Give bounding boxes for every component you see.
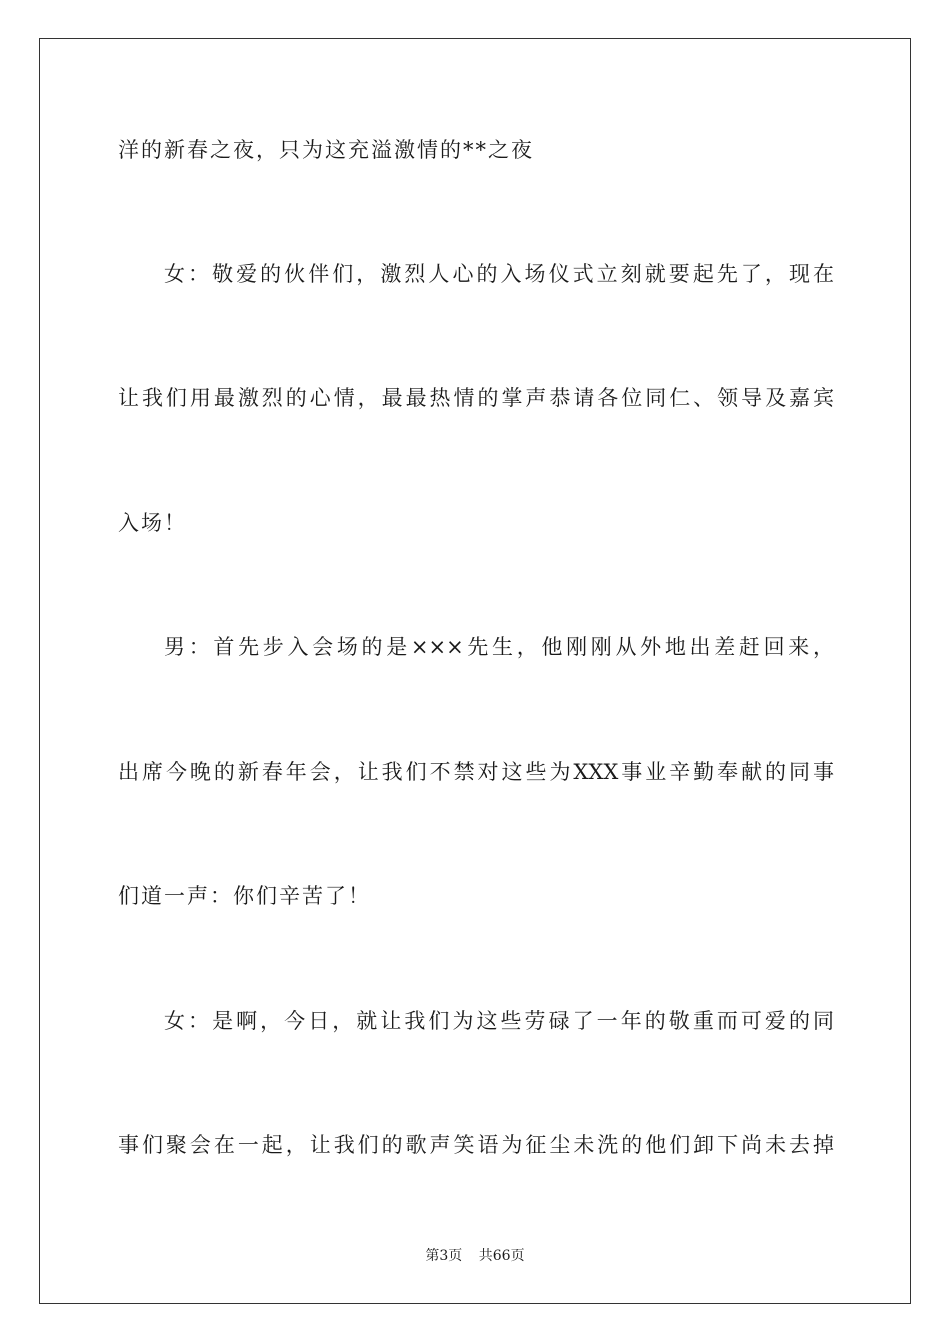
text-line-9: 事们聚会在一起，让我们的歌声笑语为征尘未洗的他们卸下尚未去掉 (118, 1133, 834, 1157)
text-line-3: 让我们用最激烈的心情，最最热情的掌声恭请各位同仁、领导及嘉宾 (118, 386, 834, 410)
text-line-8: 女：是啊，今日，就让我们为这些劳碌了一年的敬重而可爱的同 (164, 1009, 834, 1033)
page-border (39, 38, 911, 1304)
text-line-1: 洋的新春之夜，只为这充溢激情的**之夜 (118, 138, 534, 162)
page-total: 共66页 (478, 1248, 525, 1264)
page-footer (0, 1246, 950, 1266)
text-line-6: 出席今晚的新春年会，让我们不禁对这些为XXX事业辛勤奉献的同事 (118, 760, 834, 784)
text-line-4: 入场！ (118, 511, 187, 535)
text-line-7: 们道一声：你们辛苦了！ (118, 884, 371, 908)
text-line-5: 男：首先步入会场的是×××先生，他刚刚从外地出差赶回来， (164, 635, 834, 659)
page-number: 第3页 (425, 1248, 463, 1264)
text-line-2: 女：敬爱的伙伴们，激烈人心的入场仪式立刻就要起先了，现在 (164, 262, 834, 286)
